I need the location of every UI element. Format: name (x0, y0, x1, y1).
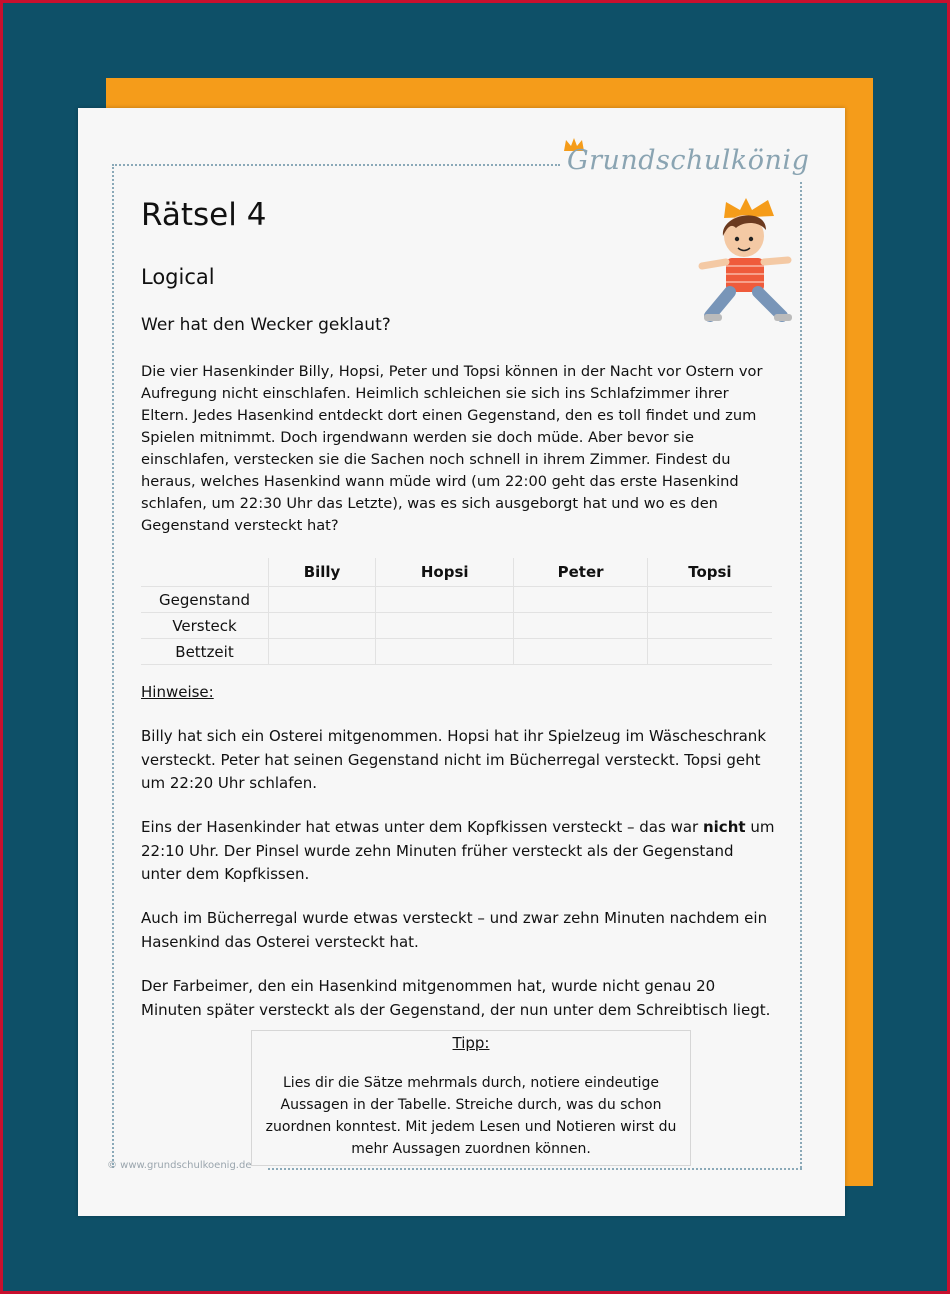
table-header-row (141, 558, 772, 587)
hint-paragraph (141, 816, 776, 887)
table-row (141, 613, 772, 639)
answer-cell[interactable] (376, 587, 514, 613)
intro-text: Die vier Hasenkinder Billy, Hopsi, Peter und Topsi können in der Nacht vor Ostern vor Aufregung nicht einschlafen. Heimlich schleichen sie sich ins Schlafzimmer ihrer Eltern. Jedes Hasenkind entdeckt dort einen Gegenstand, den es toll findet und zum Spielen mitnimmt. Doch irgendwann werden sie doch müde. Aber bevor sie einschlafen, verstecken sie die Sachen noch schnell in ihrem Zimmer. Findest du heraus, welches Hasenkind wann müde wird (um 22:00 geht das erste Hasenkind schlafen, um 22:30 Uhr das Letzte), was es sich ausgeborgt hat und wo es den Gegenstand versteckt hat? (141, 363, 763, 534)
column-header: Peter (514, 558, 647, 587)
column-header: Billy (269, 558, 376, 587)
tip-box (251, 1030, 691, 1166)
table-corner-cell (141, 558, 269, 587)
row-header: Bettzeit (141, 639, 269, 665)
dotted-border-left (112, 164, 114, 1168)
answer-cell[interactable] (376, 613, 514, 639)
dotted-border-right (800, 182, 802, 1168)
copyright-text: © www.grundschulkoenig.de (107, 1160, 252, 1171)
answer-cell[interactable] (647, 587, 772, 613)
answer-cell[interactable] (269, 613, 376, 639)
answer-cell[interactable] (269, 587, 376, 613)
hint-paragraph: Billy hat sich ein Osterei mitgenommen. Hopsi hat ihr Spielzeug im Wäscheschrank versteckt. Peter hat seinen Gegenstand nicht im Bücherregal versteckt. Topsi geht um 22:20 Uhr schlafen. (141, 727, 767, 792)
hint-paragraph: Der Farbeimer, den ein Hasenkind mitgenommen hat, wurde nicht genau 20 Minuten später versteckt als der Gegenstand, der nun unter dem Schreibtisch liegt. (141, 977, 771, 1019)
answer-table (141, 558, 772, 665)
dotted-border-top (112, 164, 560, 166)
hint-paragraph: Auch im Bücherregal wurde etwas versteckt – und zwar zehn Minuten nachdem ein Hasenkind das Osterei versteckt hat. (141, 909, 768, 951)
hints-label: Hinweise: (141, 683, 214, 701)
worksheet-title: Rätsel 4 (141, 197, 267, 233)
table-row (141, 587, 772, 613)
column-header: Topsi (647, 558, 772, 587)
answer-cell[interactable] (514, 613, 647, 639)
answer-cell[interactable] (647, 639, 772, 665)
dotted-border-bottom (268, 1168, 802, 1170)
row-header: Versteck (141, 613, 269, 639)
answer-cell[interactable] (514, 587, 647, 613)
tip-label: Tipp: (452, 1034, 490, 1052)
worksheet-question: Wer hat den Wecker geklaut? (141, 315, 391, 335)
hint-emphasis: nicht (702, 818, 746, 836)
table-row (141, 639, 772, 665)
row-header: Gegenstand (141, 587, 269, 613)
kid-illustration (696, 192, 796, 327)
hint-text: um 22:10 Uhr. Der Pinsel wurde zehn Minuten früher versteckt als der Gegenstand unter dem Kopfkissen. (141, 818, 775, 883)
column-header: Hopsi (376, 558, 514, 587)
answer-cell[interactable] (376, 639, 514, 665)
answer-cell[interactable] (647, 613, 772, 639)
hint-text: Eins der Hasenkinder hat etwas unter dem Kopfkissen versteckt – das war (141, 818, 703, 836)
worksheet-subtitle: Logical (141, 265, 215, 289)
brand-logo: Grundschulkönig (567, 145, 810, 176)
answer-cell[interactable] (514, 639, 647, 665)
tip-text: Lies dir die Sätze mehrmals durch, notiere eindeutige Aussagen in der Tabelle. Streiche durch, was du schon zuordnen konntest. Mit jedem Lesen und Notieren wirst du mehr Aussagen zuordnen können. (265, 1075, 677, 1157)
answer-cell[interactable] (269, 639, 376, 665)
